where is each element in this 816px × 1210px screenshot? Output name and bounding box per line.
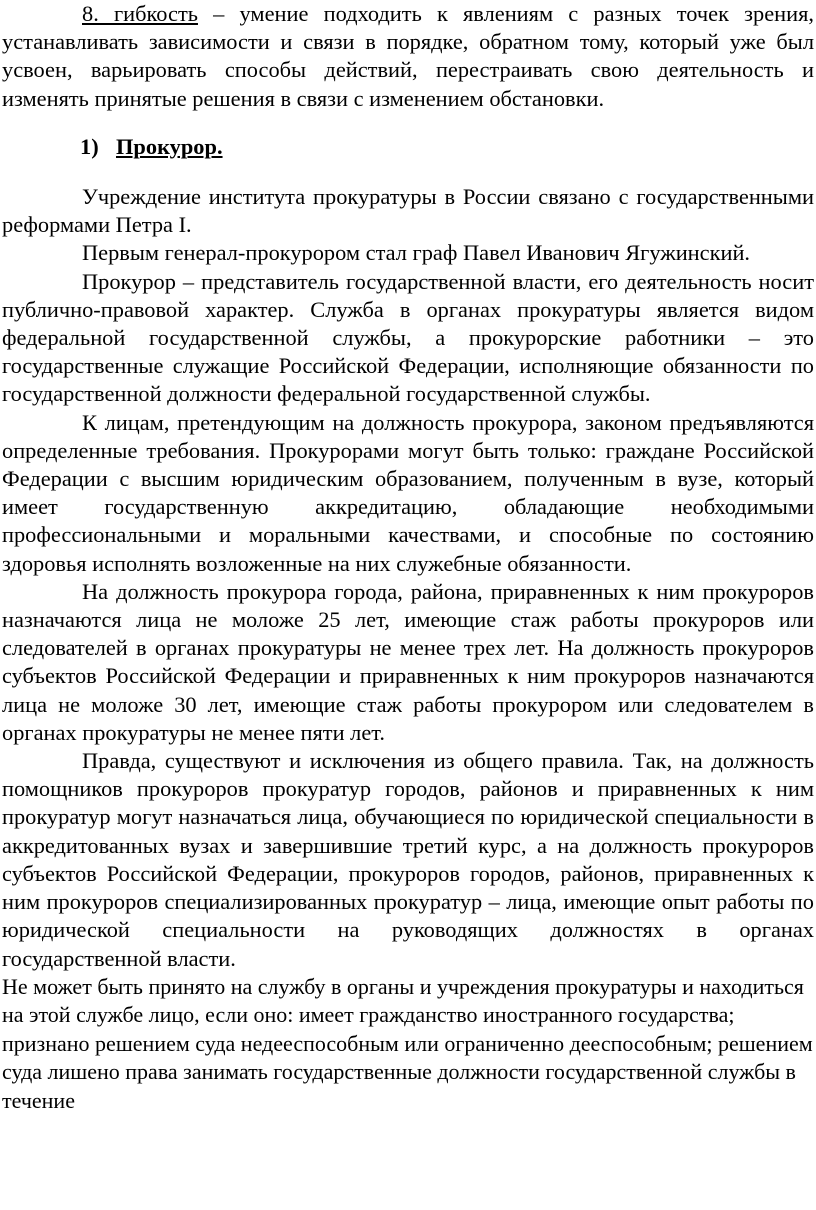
paragraph-first-prosecutor: Первым генерал-прокурором стал граф Павел Иванович Ягужинский.: [82, 240, 751, 266]
intro-term: 8. гибкость: [82, 1, 198, 26]
section-title: Прокурор.: [116, 133, 223, 159]
paragraph-prosecutor-definition: Прокурор – представитель государственной власти, его деятельность носит публично-правовой характер. Служба в органах прокуратуры является видом федеральной государственной службы, а прокурорские работники – это государственные служащие Российской Федерации, исполняющие обязанности по государственной должности федеральной государственной службы.: [2, 268, 814, 407]
paragraph-exceptions: Правда, существуют и исключения из общего правила. Так, на должность помощников прокуроров прокуратур городов, районов и приравненных к ним прокуратур могут назначаться лица, обучающиеся по юридической специальности в аккредитованных вузах и завершившие третий курс, а на должность прокуроров субъектов Российской Федерации, прокуроров городов, районов, приравненных к ним прокуроров специализированных прокуратур – лица, имеющие опыт работы по юридической специальности на руководящих должностях в органах государственной власти.: [2, 748, 814, 971]
intro-text: – умение подходить к явлениям с разных точек зрения, устанавливать зависимости и связи в порядке, обратном тому, который уже был усвоен, варьировать способы действий, перестраивать свою деятельность и изменять принятые решения в связи с изменением обстановки.: [2, 1, 814, 111]
intro-paragraph: [2, 0, 814, 113]
paragraph-appointment: На должность прокурора города, района, приравненных к ним прокуроров назначаются лица не моложе 25 лет, имеющие стаж работы прокуроров или следователей в органах прокуратуры не менее трех лет. На должность прокуроров субъектов Российской Федерации и приравненных к ним прокуроров назначаются лица не моложе 30 лет, имеющие стаж работы прокурором или следователем в органах прокуратуры не менее пяти лет.: [2, 578, 814, 745]
section-heading: [2, 133, 814, 161]
paragraph-requirements: К лицам, претендующим на должность прокурора, законом предъявляются определенные требования. Прокурорами могут быть только: граждане Российской Федерации с высшим юридическим образованием, полученным в вузе, который имеет государственную аккредитацию, обладающие необходимыми профессиональными и моральными качествами, и способные по состоянию здоровья исполнять возложенные на них служебные обязанности.: [2, 409, 814, 576]
paragraph-petr: Учреждение института прокуратуры в России связано с государственными реформами Петра I.: [2, 184, 814, 238]
section-number: 1): [80, 133, 99, 159]
paragraph-restrictions: Не может быть принято на службу в органы и учреждения прокуратуры и находиться на этой службе лицо, если оно: имеет гражданство иностранного государства; признано решением суда недееспособным или ограниченно дееспособным; решением суда лишено права занимать государственные должности государственной службы в течение: [2, 973, 813, 1114]
